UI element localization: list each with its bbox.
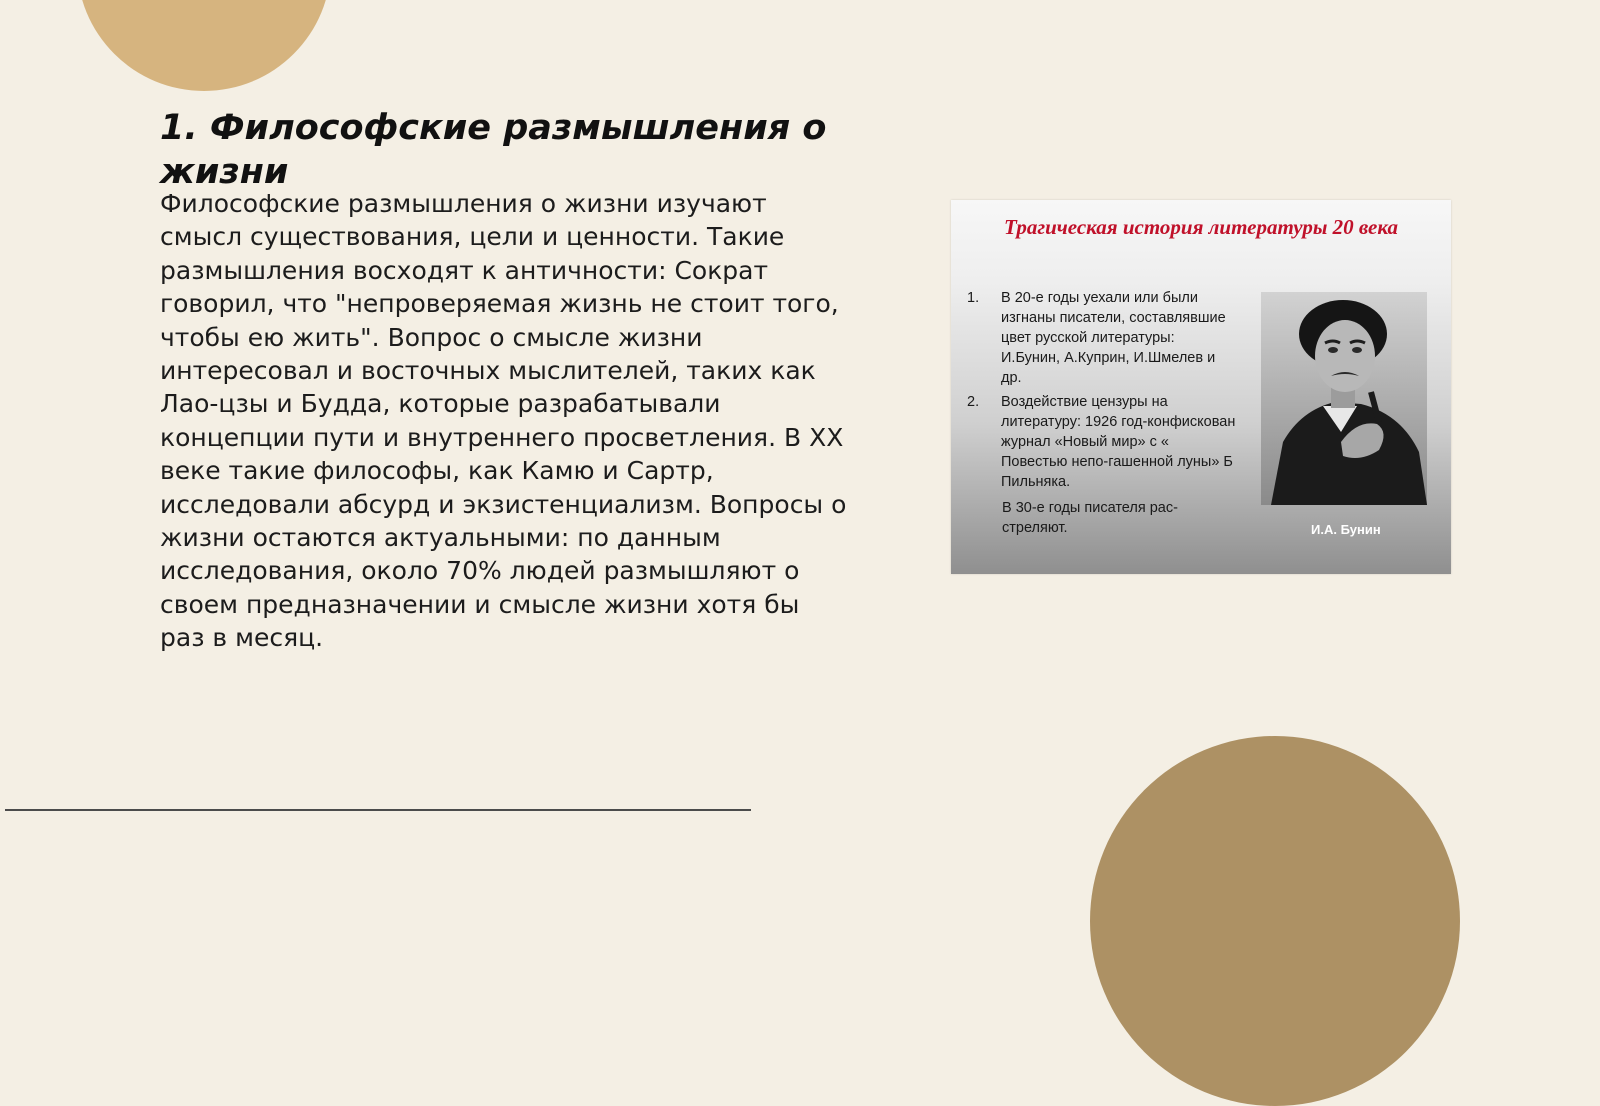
slide-note: В 30-е годы писателя рас-стреляют. (1002, 500, 1178, 536)
portrait-caption: И.А. Бунин (1311, 522, 1381, 537)
list-item-number: 1. (967, 290, 980, 306)
divider-line (5, 809, 751, 811)
list-item (967, 288, 1237, 388)
body-paragraph: Философские размышления о жизни изучают смысл существования, цели и ценности. Такие размышления восходят к античности: Сократ говорил, что "непроверяемая жизнь не стоит того, чтобы ею жить". Вопрос о смысле жизни интересовал и восточных мыслителей, таких как Лао-цзы и Будда, которые разрабатывали концепции пути и внутреннего просветления. В XX веке такие философы, как Камю и Сартр, исследовали абсурд и экзистенциализм. Вопросы о жизни остаются актуальными: по данным исследования, около 70% людей размышляют о своем предназначении и смысле жизни хотя бы раз в месяц. (160, 189, 847, 653)
list-item-text: Воздействие цензуры на литературу: 1926 год-конфискован журнал «Новый мир» с « Повестью непо-гашенной луны» Б Пильняка. (1001, 394, 1236, 490)
decorative-circle-bottom (1090, 736, 1460, 1106)
embedded-slide-image (951, 200, 1451, 574)
slide-list (967, 288, 1237, 492)
slide-title: Трагическая история литературы 20 века (1004, 215, 1398, 239)
page-title: 1. Философские размышления о жизни (160, 108, 827, 192)
list-item (967, 392, 1237, 492)
list-item-text: В 20-е годы уехали или были изгнаны писатели, составлявшие цвет русской литературы: И.Бунин, А.Куприн, И.Шмелев и др. (1001, 290, 1226, 386)
decorative-circle-top (77, 0, 331, 91)
portrait-photo (1261, 292, 1427, 505)
portrait-illustration (1261, 292, 1427, 505)
list-item-number: 2. (967, 394, 980, 410)
